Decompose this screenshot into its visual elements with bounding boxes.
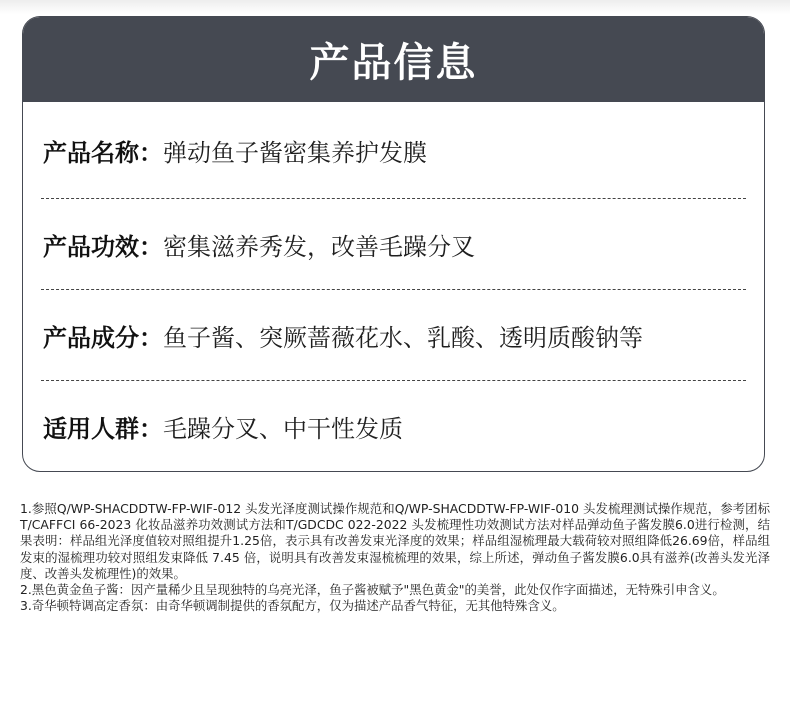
- info-row-audience: [41, 381, 746, 471]
- row-label: 产品成分：: [43, 323, 163, 352]
- row-value: 弹动鱼子酱密集养护发膜: [163, 138, 427, 167]
- card-title: 产品信息: [309, 40, 478, 86]
- footnote-3: 3.奇华顿特调高定香氛：由奇华顿调制提供的香氛配方，仅为描述产品香气特征，无其他特殊含义。: [20, 598, 565, 614]
- card-header: [23, 17, 764, 102]
- info-row-ingredients: [41, 290, 746, 380]
- footnote-1: 1.参照Q/WP-SHACDDTW-FP-WIF-012 头发光泽度测试操作规范和Q/WP-SHACDDTW-FP-WIF-010 头发梳理测试操作规范，参考团标T/CAFFCI 66-2023 化妆品滋养功效测试方法和T/GDCDC 022-2022 头发梳理性功效测试方法对样品弹动鱼子酱发膜6.0进行检测，结果表明：样品组光泽度值较对照组提升1.25倍，表示具有改善发束光泽度的效果；样品组湿梳理最大载荷较对照组降低26.69倍，样品组发束的湿梳理功较对照组发束降低 7.45 倍，说明具有改善发束湿梳梳理的效果，综上所述，弹动鱼子酱发膜6.0具有滋养(改善头发光泽度、改善头发梳理性)的效果。: [20, 501, 770, 581]
- product-info-card: [22, 16, 765, 472]
- row-value: 鱼子酱、突厥蔷薇花水、乳酸、透明质酸钠等: [163, 323, 643, 352]
- footnotes: [20, 501, 770, 614]
- row-label: 产品名称：: [43, 138, 163, 167]
- row-value: 密集滋养秀发，改善毛躁分叉: [163, 232, 475, 261]
- info-row-effect: [41, 199, 746, 289]
- row-value: 毛躁分叉、中干性发质: [163, 414, 403, 443]
- row-label: 产品功效：: [43, 232, 163, 261]
- info-row-name: [41, 102, 746, 198]
- top-shade: [0, 0, 790, 14]
- footnote-2: 2.黑色黄金鱼子酱：因产量稀少且呈现独特的乌亮光泽，鱼子酱被赋予"黑色黄金"的美誉，此处仅作字面描述，无特殊引申含义。: [20, 582, 725, 598]
- info-rows: [41, 102, 746, 471]
- row-label: 适用人群：: [43, 414, 163, 443]
